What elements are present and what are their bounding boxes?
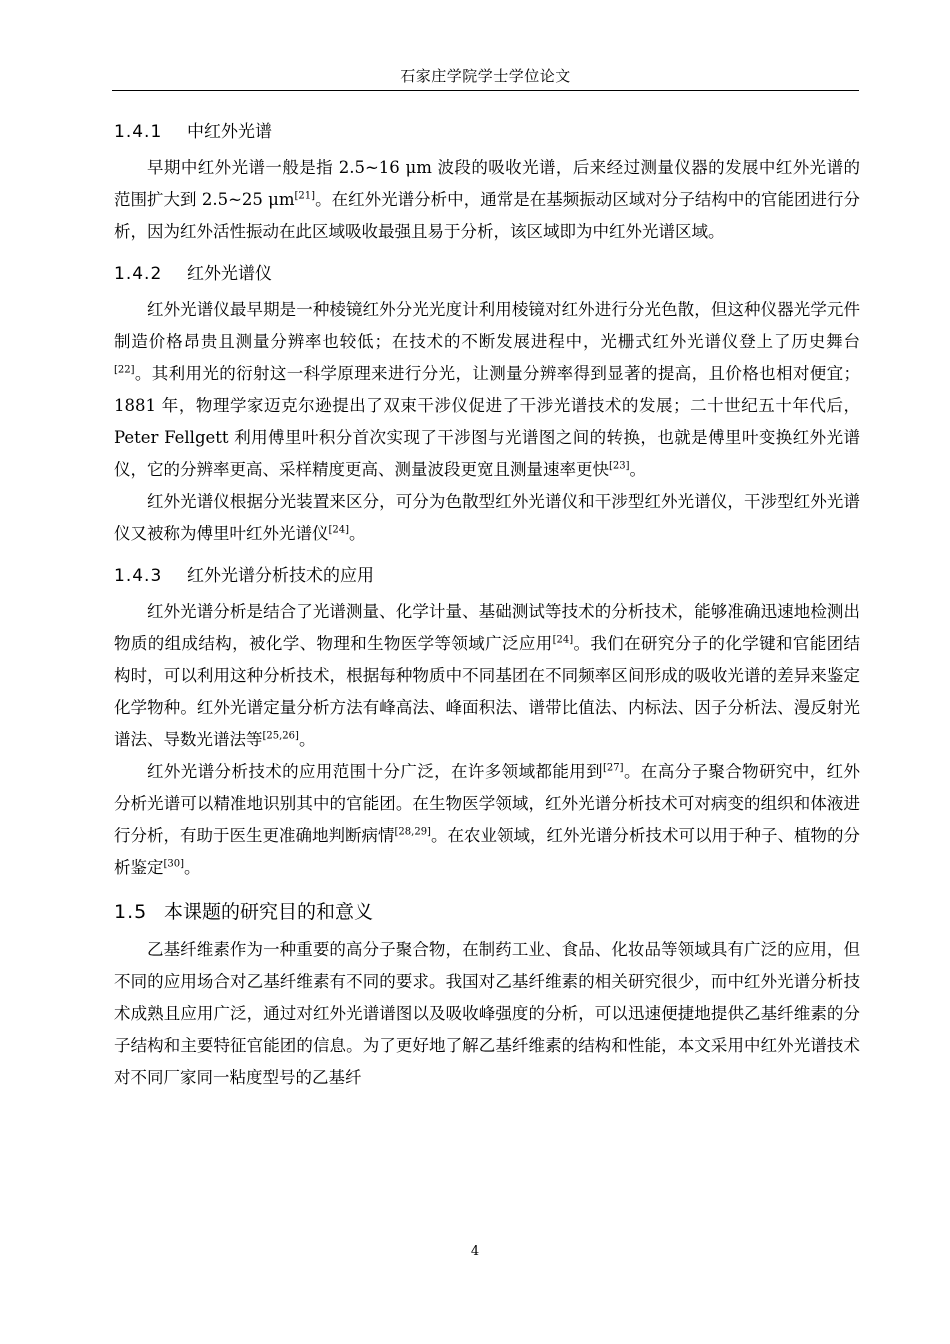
paragraph: 红外光谱分析是结合了光谱测量、化学计量、基础测试等技术的分析技术，能够准确迅速地检测出物质的组成结构，被化学、物理和生物医学等领域广泛应用[24]。我们在研究分子的化学键和官能团结构时，可以利用这种分析技术，根据每种物质中不同基团在不同频率区间形成的吸收光谱的差异来鉴定化学物种。红外光谱定量分析方法有峰高法、峰面积法、谱带比值法、内标法、因子分析法、漫反射光谱法、导数光谱法等[25,26]。 xyxy=(114,602,861,749)
section-title: 中红外光谱 xyxy=(187,122,272,142)
paragraph: 红外光谱仪最早期是一种棱镜红外分光光度计利用棱镜对红外进行分光色散，但这种仪器光学元件制造价格昂贵且测量分辨率也较低；在技术的不断发展进程中，光栅式红外光谱仪登上了历史舞台[22]。其利用光的衍射这一科学原理来进行分光，让测量分辨率得到显著的提高，且价格也相对便宜；1881 年，物理学家迈克尔逊提出了双束干涉仪促进了干涉光谱技术的发展；二十世纪五十年代后，Peter Fellgett 利用傅里叶积分首次实现了干涉图与光谱图之间的转换，也就是傅里叶变换红外光谱仪，它的分辨率更高、采样精度更高、测量波段更宽且测量速率更快[23]。 xyxy=(114,300,860,479)
paragraph: 红外光谱仪根据分光装置来区分，可分为色散型红外光谱仪和干涉型红外光谱仪，干涉型红外光谱仪又被称为傅里叶红外光谱仪[24]。 xyxy=(114,492,860,543)
section-heading-1-4-3 xyxy=(114,556,860,596)
paragraph: 红外光谱分析技术的应用范围十分广泛，在许多领域都能用到[27]。在高分子聚合物研究中，红外分析光谱可以精准地识别其中的官能团。在生物医学领域，红外光谱分析技术可对病变的组织和体液进行分析，有助于医生更准确地判断病情[28,29]。在农业领域，红外光谱分析技术可以用于种子、植物的分析鉴定[30]。 xyxy=(114,762,861,877)
citation: [27] xyxy=(603,762,624,774)
section-heading-1-5 xyxy=(114,890,860,934)
citation: [28,29] xyxy=(394,826,431,838)
running-header: 石家庄学院学士学位论文 xyxy=(400,67,571,85)
page-body xyxy=(114,112,860,1094)
header-rule xyxy=(112,90,859,91)
citation: [25,26] xyxy=(262,730,299,742)
citation: [22] xyxy=(114,364,135,376)
paragraph: 乙基纤维素作为一种重要的高分子聚合物，在制药工业、食品、化妆品等领域具有广泛的应用，但不同的应用场合对乙基纤维素有不同的要求。我国对乙基纤维素的相关研究很少，而中红外光谱分析技术成熟且应用广泛，通过对红外光谱谱图以及吸收峰强度的分析，可以迅速便捷地提供乙基纤维素的分子结构和主要特征官能团的信息。为了更好地了解乙基纤维素的结构和性能，本文采用中红外光谱技术对不同厂家同一粘度型号的乙基纤 xyxy=(114,940,860,1087)
citation: [24] xyxy=(552,634,574,646)
paragraph: 早期中红外光谱一般是指 2.5~16 μm 波段的吸收光谱，后来经过测量仪器的发展中红外光谱的范围扩大到 2.5~25 μm[21]。在红外光谱分析中，通常是在基频振动区域对分子结构中的官能团进行分析，因为红外活性振动在此区域吸收最强且易于分析，该区域即为中红外光谱区域。 xyxy=(114,158,861,241)
section-heading-1-4-2 xyxy=(114,254,860,294)
section-title: 红外光谱分析技术的应用 xyxy=(187,566,374,586)
citation: [21] xyxy=(294,190,316,202)
section-title: 红外光谱仪 xyxy=(187,264,272,284)
page-number: 4 xyxy=(470,1244,480,1259)
section-heading-1-4-1 xyxy=(114,112,860,152)
section-number: 1.4.2 xyxy=(114,264,163,284)
section-number: 1.4.3 xyxy=(114,566,163,586)
section-number: 1.4.1 xyxy=(114,122,163,142)
citation: [24] xyxy=(328,524,350,536)
citation: [30] xyxy=(163,858,185,870)
section-number: 1.5 xyxy=(114,901,148,923)
section-title: 本课题的研究目的和意义 xyxy=(164,901,374,923)
citation: [23] xyxy=(609,460,630,472)
